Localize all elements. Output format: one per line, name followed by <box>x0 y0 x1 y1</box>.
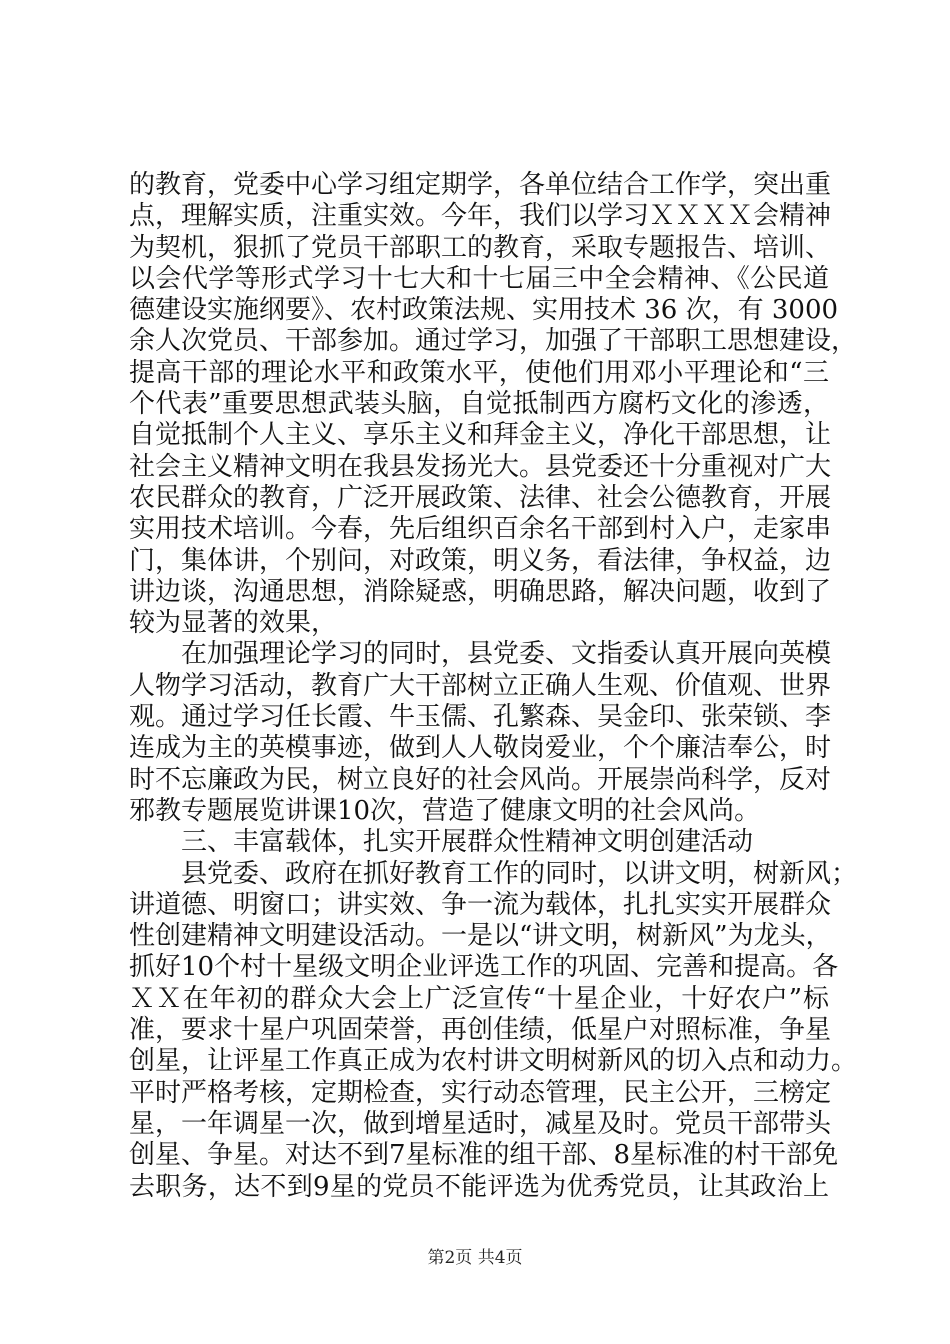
text-line: 准，要求十星户巩固荣誉，再创佳绩，低星户对照标准，争星 <box>129 1015 832 1046</box>
text-line: ＸＸ在年初的群众大会上广泛宣传“十星企业，十好农户”标 <box>129 983 829 1014</box>
text-line: 观。通过学习任长霞、牛玉儒、孔繁森、吴金印、张荣锁、李 <box>129 702 832 733</box>
text-line: 性创建精神文明建设活动。一是以“讲文明，树新风”为龙头， <box>129 921 832 952</box>
text-line: 为契机，狠抓了党员干部职工的教育，采取专题报告、培训、 <box>129 232 832 263</box>
text-line: 社会主义精神文明在我县发扬光大。县党委还十分重视对广大 <box>129 451 832 482</box>
text-line: 星，一年调星一次，做到增星适时，减星及时。党员干部带头 <box>129 1108 832 1139</box>
text-line: 三、丰富载体，扎实开展群众性精神文明创建活动 <box>181 827 754 858</box>
body-text <box>129 170 858 1203</box>
text-line: 去职务，达不到9星的党员不能评选为优秀党员，让其政治上 <box>129 1171 829 1202</box>
text-line: 县党委、政府在抓好教育工作的同时，以讲文明，树新风； <box>181 858 858 889</box>
text-line: 讲边谈，沟通思想，消除疑惑，明确思路，解决问题，收到了 <box>129 576 832 607</box>
text-line: 点，理解实质，注重实效。今年，我们以学习ＸＸＸＸ会精神 <box>129 201 832 232</box>
text-line: 的教育，党委中心学习组定期学，各单位结合工作学，突出重 <box>129 170 832 200</box>
text-line: 在加强理论学习的同时，县党委、文指委认真开展向英模 <box>181 639 832 670</box>
text-line: 创星、争星。对达不到7星标准的组干部、8星标准的村干部免 <box>129 1140 839 1171</box>
text-line: 以会代学等形式学习十七大和十七届三中全会精神、《公民道 <box>129 263 829 294</box>
text-line: 邪教专题展览讲课10次，营造了健康文明的社会风尚。 <box>129 795 761 826</box>
text-line: 连成为主的英模事迹，做到人人敬岗爱业，个个廉洁奉公，时 <box>129 733 832 764</box>
text-line: 实用技术培训。今春，先后组织百余名干部到村入户，走家串 <box>129 514 832 545</box>
text-line: 创星，让评星工作真正成为农村讲文明树新风的切入点和动力。 <box>129 1046 858 1077</box>
text-line: 平时严格考核，定期检查，实行动态管理，民主公开，三榜定 <box>129 1077 832 1108</box>
page-footer: 第2页 共4页 <box>427 1248 523 1268</box>
text-line: 门，集体讲，个别问，对政策，明义务，看法律，争权益，边 <box>129 545 832 576</box>
text-line: 自觉抵制个人主义、享乐主义和拜金主义，净化干部思想，让 <box>129 420 832 451</box>
text-line: 时不忘廉政为民，树立良好的社会风尚。开展崇尚科学，反对 <box>129 764 832 795</box>
text-line: 提高干部的理论水平和政策水平，使他们用邓小平理论和“三 <box>129 357 829 388</box>
text-line: 人物学习活动，教育广大干部树立正确人生观、价值观、世界 <box>129 670 832 701</box>
text-line: 农民群众的教育，广泛开展政策、法律、社会公德教育，开展 <box>129 482 832 513</box>
text-line: 抓好10个村十星级文明企业评选工作的巩固、完善和提高。各 <box>129 952 839 983</box>
text-line: 余人次党员、干部参加。通过学习，加强了干部职工思想建设， <box>129 326 858 357</box>
text-line: 较为显著的效果， <box>129 608 338 639</box>
text-line: 个代表”重要思想武装头脑，自觉抵制西方腐朽文化的渗透， <box>129 389 829 420</box>
text-line: 讲道德、明窗口；讲实效、争一流为载体，扎扎实实开展群众 <box>129 889 832 920</box>
text-line: 德建设实施纲要》、农村政策法规、实用技术 36 次，有 3000 <box>129 295 839 326</box>
